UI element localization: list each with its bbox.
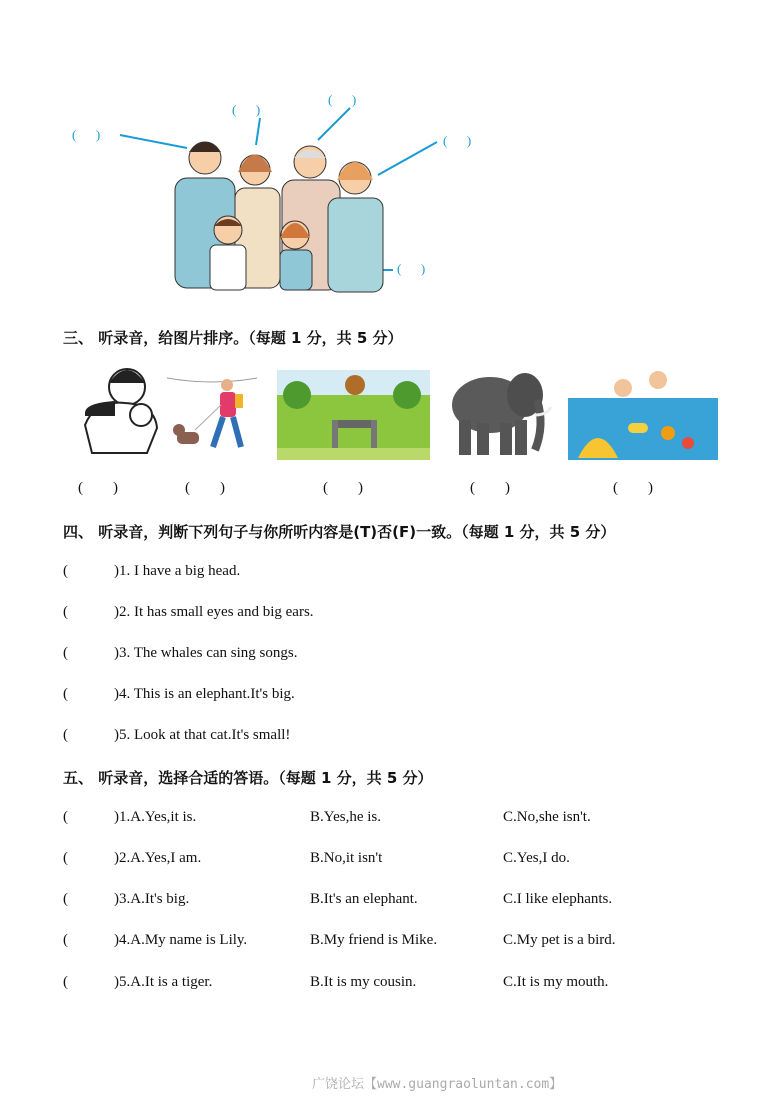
picture-blank-5[interactable]: ( ) bbox=[613, 480, 653, 496]
answer-blank[interactable]: ( bbox=[63, 809, 68, 825]
picture-blank-4[interactable]: ( ) bbox=[470, 480, 510, 496]
picture-blank-1[interactable]: ( ) bbox=[78, 480, 118, 496]
answer-blank[interactable]: ( bbox=[63, 563, 68, 579]
children-swimming-picture bbox=[568, 368, 718, 460]
option-a: )4.A.My name is Lily. bbox=[114, 932, 248, 948]
option-c: C.It is my mouth. bbox=[503, 974, 609, 990]
option-c: C.Yes,I do. bbox=[503, 850, 570, 866]
family-blank-3[interactable]: ( ) bbox=[328, 92, 357, 107]
option-c: C.No,she isn't. bbox=[503, 809, 591, 825]
family-blank-1[interactable]: ( ) bbox=[72, 127, 101, 142]
sentence: )1. I have a big head. bbox=[114, 563, 241, 579]
sentence: )4. This is an elephant.It's big. bbox=[114, 686, 295, 702]
option-b: B.It is my cousin. bbox=[310, 974, 417, 990]
man-walking-dog-picture bbox=[165, 370, 260, 455]
sentence: )3. The whales can sing songs. bbox=[114, 645, 298, 661]
answer-blank[interactable]: ( bbox=[63, 604, 68, 620]
family-blank-5[interactable]: ( ) bbox=[397, 261, 426, 276]
zoo-picture bbox=[277, 370, 430, 460]
option-b: B.My friend is Mike. bbox=[310, 932, 438, 948]
option-b: B.Yes,he is. bbox=[310, 809, 381, 825]
footer-watermark: 广饶论坛【www.guangraoluntan.com】 bbox=[312, 1077, 563, 1092]
elephant-picture bbox=[445, 365, 555, 460]
option-c: C.My pet is a bird. bbox=[503, 932, 616, 948]
picture-blank-3[interactable]: ( ) bbox=[323, 480, 363, 496]
family-blank-4[interactable]: ( ) bbox=[443, 133, 472, 148]
option-a: )1.A.Yes,it is. bbox=[114, 809, 197, 825]
answer-blank[interactable]: ( bbox=[63, 645, 68, 661]
answer-blank[interactable]: ( bbox=[63, 727, 68, 743]
section4-heading: 四、 听录音，判断下列句子与你所听内容是(T)否(F)一致。（每题 1 分，共 5 分） bbox=[63, 523, 616, 541]
sentence: )2. It has small eyes and big ears. bbox=[114, 604, 314, 620]
man-hugging-cat-picture bbox=[75, 365, 165, 460]
option-b: B.It's an elephant. bbox=[310, 891, 418, 907]
picture-blank-2[interactable]: ( ) bbox=[185, 480, 225, 496]
option-a: )5.A.It is a tiger. bbox=[114, 974, 213, 990]
answer-blank[interactable]: ( bbox=[63, 850, 68, 866]
answer-blank[interactable]: ( bbox=[63, 974, 68, 990]
option-a: )3.A.It's big. bbox=[114, 891, 190, 907]
option-a: )2.A.Yes,I am. bbox=[114, 850, 202, 866]
family-blank-2[interactable]: ( ) bbox=[232, 102, 261, 117]
answer-blank[interactable]: ( bbox=[63, 932, 68, 948]
sentence: )5. Look at that cat.It's small! bbox=[114, 727, 291, 743]
option-c: C.I like elephants. bbox=[503, 891, 613, 907]
answer-blank[interactable]: ( bbox=[63, 686, 68, 702]
section5-heading: 五、 听录音，选择合适的答语。（每题 1 分，共 5 分） bbox=[63, 769, 433, 787]
option-b: B.No,it isn't bbox=[310, 850, 383, 866]
answer-blank[interactable]: ( bbox=[63, 891, 68, 907]
section3-heading: 三、 听录音，给图片排序。（每题 1 分，共 5 分） bbox=[63, 329, 403, 347]
